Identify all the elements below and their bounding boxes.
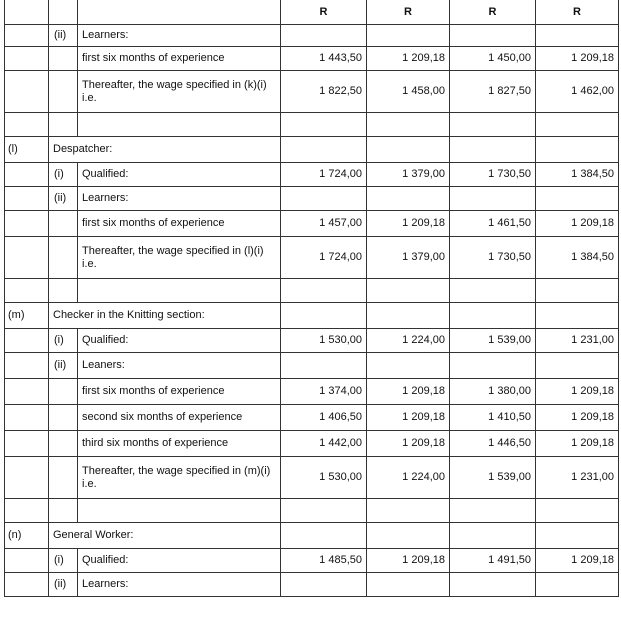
row-label: Thereafter, the wage specified in (m)(i) i.e. (78, 457, 281, 499)
wage-value: 1 384,50 (536, 237, 619, 279)
wage-value: 1 442,00 (281, 431, 367, 457)
wage-value: 1 730,50 (450, 237, 536, 279)
currency-header: R (367, 0, 450, 25)
wage-value (281, 113, 367, 137)
wage-value: 1 491,50 (450, 549, 536, 573)
wage-value: 1 379,00 (367, 163, 450, 187)
wage-value: 1 231,00 (536, 329, 619, 353)
wage-value: 1 730,50 (450, 163, 536, 187)
wage-value: 1 724,00 (281, 237, 367, 279)
wage-value (367, 25, 450, 47)
wage-row (5, 25, 619, 47)
wage-value (281, 573, 367, 597)
section-code (5, 25, 49, 47)
wage-value (536, 25, 619, 47)
wage-value (367, 137, 450, 163)
section-code: (l) (5, 137, 49, 163)
currency-header: R (536, 0, 619, 25)
subsection-code (49, 499, 78, 523)
currency-header: R (281, 0, 367, 25)
subsection-code: (ii) (49, 353, 78, 379)
subsection-code (49, 457, 78, 499)
row-label: first six months of experience (78, 379, 281, 405)
section-code (5, 113, 49, 137)
wage-value: 1 209,18 (367, 431, 450, 457)
wage-value: 1 462,00 (536, 71, 619, 113)
subsection-code: (i) (49, 329, 78, 353)
wage-value (536, 113, 619, 137)
wage-value: 1 209,18 (367, 47, 450, 71)
section-code (5, 457, 49, 499)
wage-value: 1 209,18 (536, 211, 619, 237)
section-heading-row (5, 523, 619, 549)
wage-value (536, 279, 619, 303)
wage-value (281, 353, 367, 379)
wage-row (5, 353, 619, 379)
row-label (78, 279, 281, 303)
section-code (5, 163, 49, 187)
wage-value (281, 303, 367, 329)
wage-value: 1 209,18 (536, 405, 619, 431)
subsection-code (49, 405, 78, 431)
row-label: third six months of experience (78, 431, 281, 457)
wage-row (5, 405, 619, 431)
wage-value (450, 25, 536, 47)
wage-value: 1 443,50 (281, 47, 367, 71)
wage-value: 1 485,50 (281, 549, 367, 573)
currency-header-row (5, 0, 619, 25)
wage-value (450, 573, 536, 597)
wage-value: 1 209,18 (367, 405, 450, 431)
wage-value: 1 209,18 (536, 549, 619, 573)
wage-value (367, 573, 450, 597)
wage-value: 1 827,50 (450, 71, 536, 113)
section-code (5, 499, 49, 523)
row-label: Qualified: (78, 549, 281, 573)
subsection-code: (i) (49, 163, 78, 187)
row-label: Thereafter, the wage specified in (k)(i) i.e. (78, 71, 281, 113)
section-code (5, 187, 49, 211)
subsection-code: (ii) (49, 187, 78, 211)
header-code-cell (5, 0, 49, 25)
wage-value (450, 303, 536, 329)
row-label: Thereafter, the wage specified in (l)(i) i.e. (78, 237, 281, 279)
wage-row (5, 163, 619, 187)
header-sub-cell (49, 0, 78, 25)
currency-header: R (450, 0, 536, 25)
row-label: Learners: (78, 25, 281, 47)
wage-value (367, 187, 450, 211)
subsection-code (49, 113, 78, 137)
wage-value (450, 137, 536, 163)
wage-value (450, 187, 536, 211)
wage-value (536, 353, 619, 379)
wage-value: 1 209,18 (536, 47, 619, 71)
wage-value (367, 113, 450, 137)
wage-value (450, 353, 536, 379)
wage-value (536, 137, 619, 163)
section-code (5, 431, 49, 457)
wage-row (5, 549, 619, 573)
subsection-code (49, 211, 78, 237)
subsection-code (49, 237, 78, 279)
subsection-code: (ii) (49, 25, 78, 47)
wage-value (367, 353, 450, 379)
row-label: first six months of experience (78, 47, 281, 71)
wage-value (367, 303, 450, 329)
wage-value: 1 822,50 (281, 71, 367, 113)
subsection-code (49, 279, 78, 303)
section-code: (m) (5, 303, 49, 329)
section-heading-row (5, 303, 619, 329)
wage-row (5, 211, 619, 237)
wage-value (450, 113, 536, 137)
section-code (5, 71, 49, 113)
wage-value (281, 187, 367, 211)
subsection-code: (i) (49, 549, 78, 573)
wage-value: 1 209,18 (536, 431, 619, 457)
wage-value: 1 209,18 (536, 379, 619, 405)
subsection-code (49, 379, 78, 405)
header-label-cell (78, 0, 281, 25)
section-heading-row (5, 137, 619, 163)
section-code (5, 279, 49, 303)
wage-value: 1 530,00 (281, 329, 367, 353)
wage-value: 1 406,50 (281, 405, 367, 431)
wage-row (5, 379, 619, 405)
wage-value (450, 279, 536, 303)
wage-value (536, 499, 619, 523)
spacer-row (5, 279, 619, 303)
row-label: Qualified: (78, 163, 281, 187)
wage-value: 1 224,00 (367, 457, 450, 499)
wage-value: 1 457,00 (281, 211, 367, 237)
section-code (5, 237, 49, 279)
wage-value: 1 374,00 (281, 379, 367, 405)
subsection-code: (ii) (49, 573, 78, 597)
wage-row (5, 187, 619, 211)
section-code (5, 405, 49, 431)
section-code (5, 353, 49, 379)
wage-value: 1 446,50 (450, 431, 536, 457)
wage-value (281, 499, 367, 523)
row-label (78, 113, 281, 137)
wage-table-container (4, 0, 619, 597)
wage-row (5, 237, 619, 279)
wage-value (536, 573, 619, 597)
wage-value (536, 187, 619, 211)
wage-value: 1 384,50 (536, 163, 619, 187)
wage-value: 1 530,00 (281, 457, 367, 499)
wage-value: 1 539,00 (450, 457, 536, 499)
section-code (5, 549, 49, 573)
row-label (78, 499, 281, 523)
row-label: second six months of experience (78, 405, 281, 431)
wage-value: 1 539,00 (450, 329, 536, 353)
row-label: Leaners: (78, 353, 281, 379)
wage-value: 1 410,50 (450, 405, 536, 431)
wage-value (281, 25, 367, 47)
wage-value: 1 450,00 (450, 47, 536, 71)
wage-value: 1 231,00 (536, 457, 619, 499)
spacer-row (5, 113, 619, 137)
wage-value (367, 523, 450, 549)
wage-row (5, 71, 619, 113)
section-code (5, 211, 49, 237)
wage-row (5, 431, 619, 457)
wage-value (367, 279, 450, 303)
wage-row (5, 47, 619, 71)
wage-value: 1 380,00 (450, 379, 536, 405)
subsection-code (49, 47, 78, 71)
wage-value (367, 499, 450, 523)
section-code (5, 329, 49, 353)
subsection-code (49, 71, 78, 113)
section-code: (n) (5, 523, 49, 549)
section-title: Despatcher: (49, 137, 281, 163)
wage-value: 1 224,00 (367, 329, 450, 353)
section-title: General Worker: (49, 523, 281, 549)
wage-row (5, 329, 619, 353)
subsection-code (49, 431, 78, 457)
wage-value: 1 209,18 (367, 379, 450, 405)
row-label: Qualified: (78, 329, 281, 353)
section-code (5, 573, 49, 597)
wage-value (536, 523, 619, 549)
wage-value: 1 209,18 (367, 211, 450, 237)
row-label: Learners: (78, 187, 281, 211)
row-label: Learners: (78, 573, 281, 597)
wage-value: 1 458,00 (367, 71, 450, 113)
wage-value: 1 209,18 (367, 549, 450, 573)
spacer-row (5, 499, 619, 523)
wage-table (4, 0, 619, 597)
wage-value: 1 379,00 (367, 237, 450, 279)
wage-row (5, 573, 619, 597)
wage-value (281, 279, 367, 303)
wage-value (281, 137, 367, 163)
wage-value: 1 461,50 (450, 211, 536, 237)
wage-value (281, 523, 367, 549)
wage-value (536, 303, 619, 329)
section-code (5, 47, 49, 71)
row-label: first six months of experience (78, 211, 281, 237)
wage-value (450, 499, 536, 523)
wage-row (5, 457, 619, 499)
wage-value (450, 523, 536, 549)
wage-value: 1 724,00 (281, 163, 367, 187)
section-title: Checker in the Knitting section: (49, 303, 281, 329)
section-code (5, 379, 49, 405)
